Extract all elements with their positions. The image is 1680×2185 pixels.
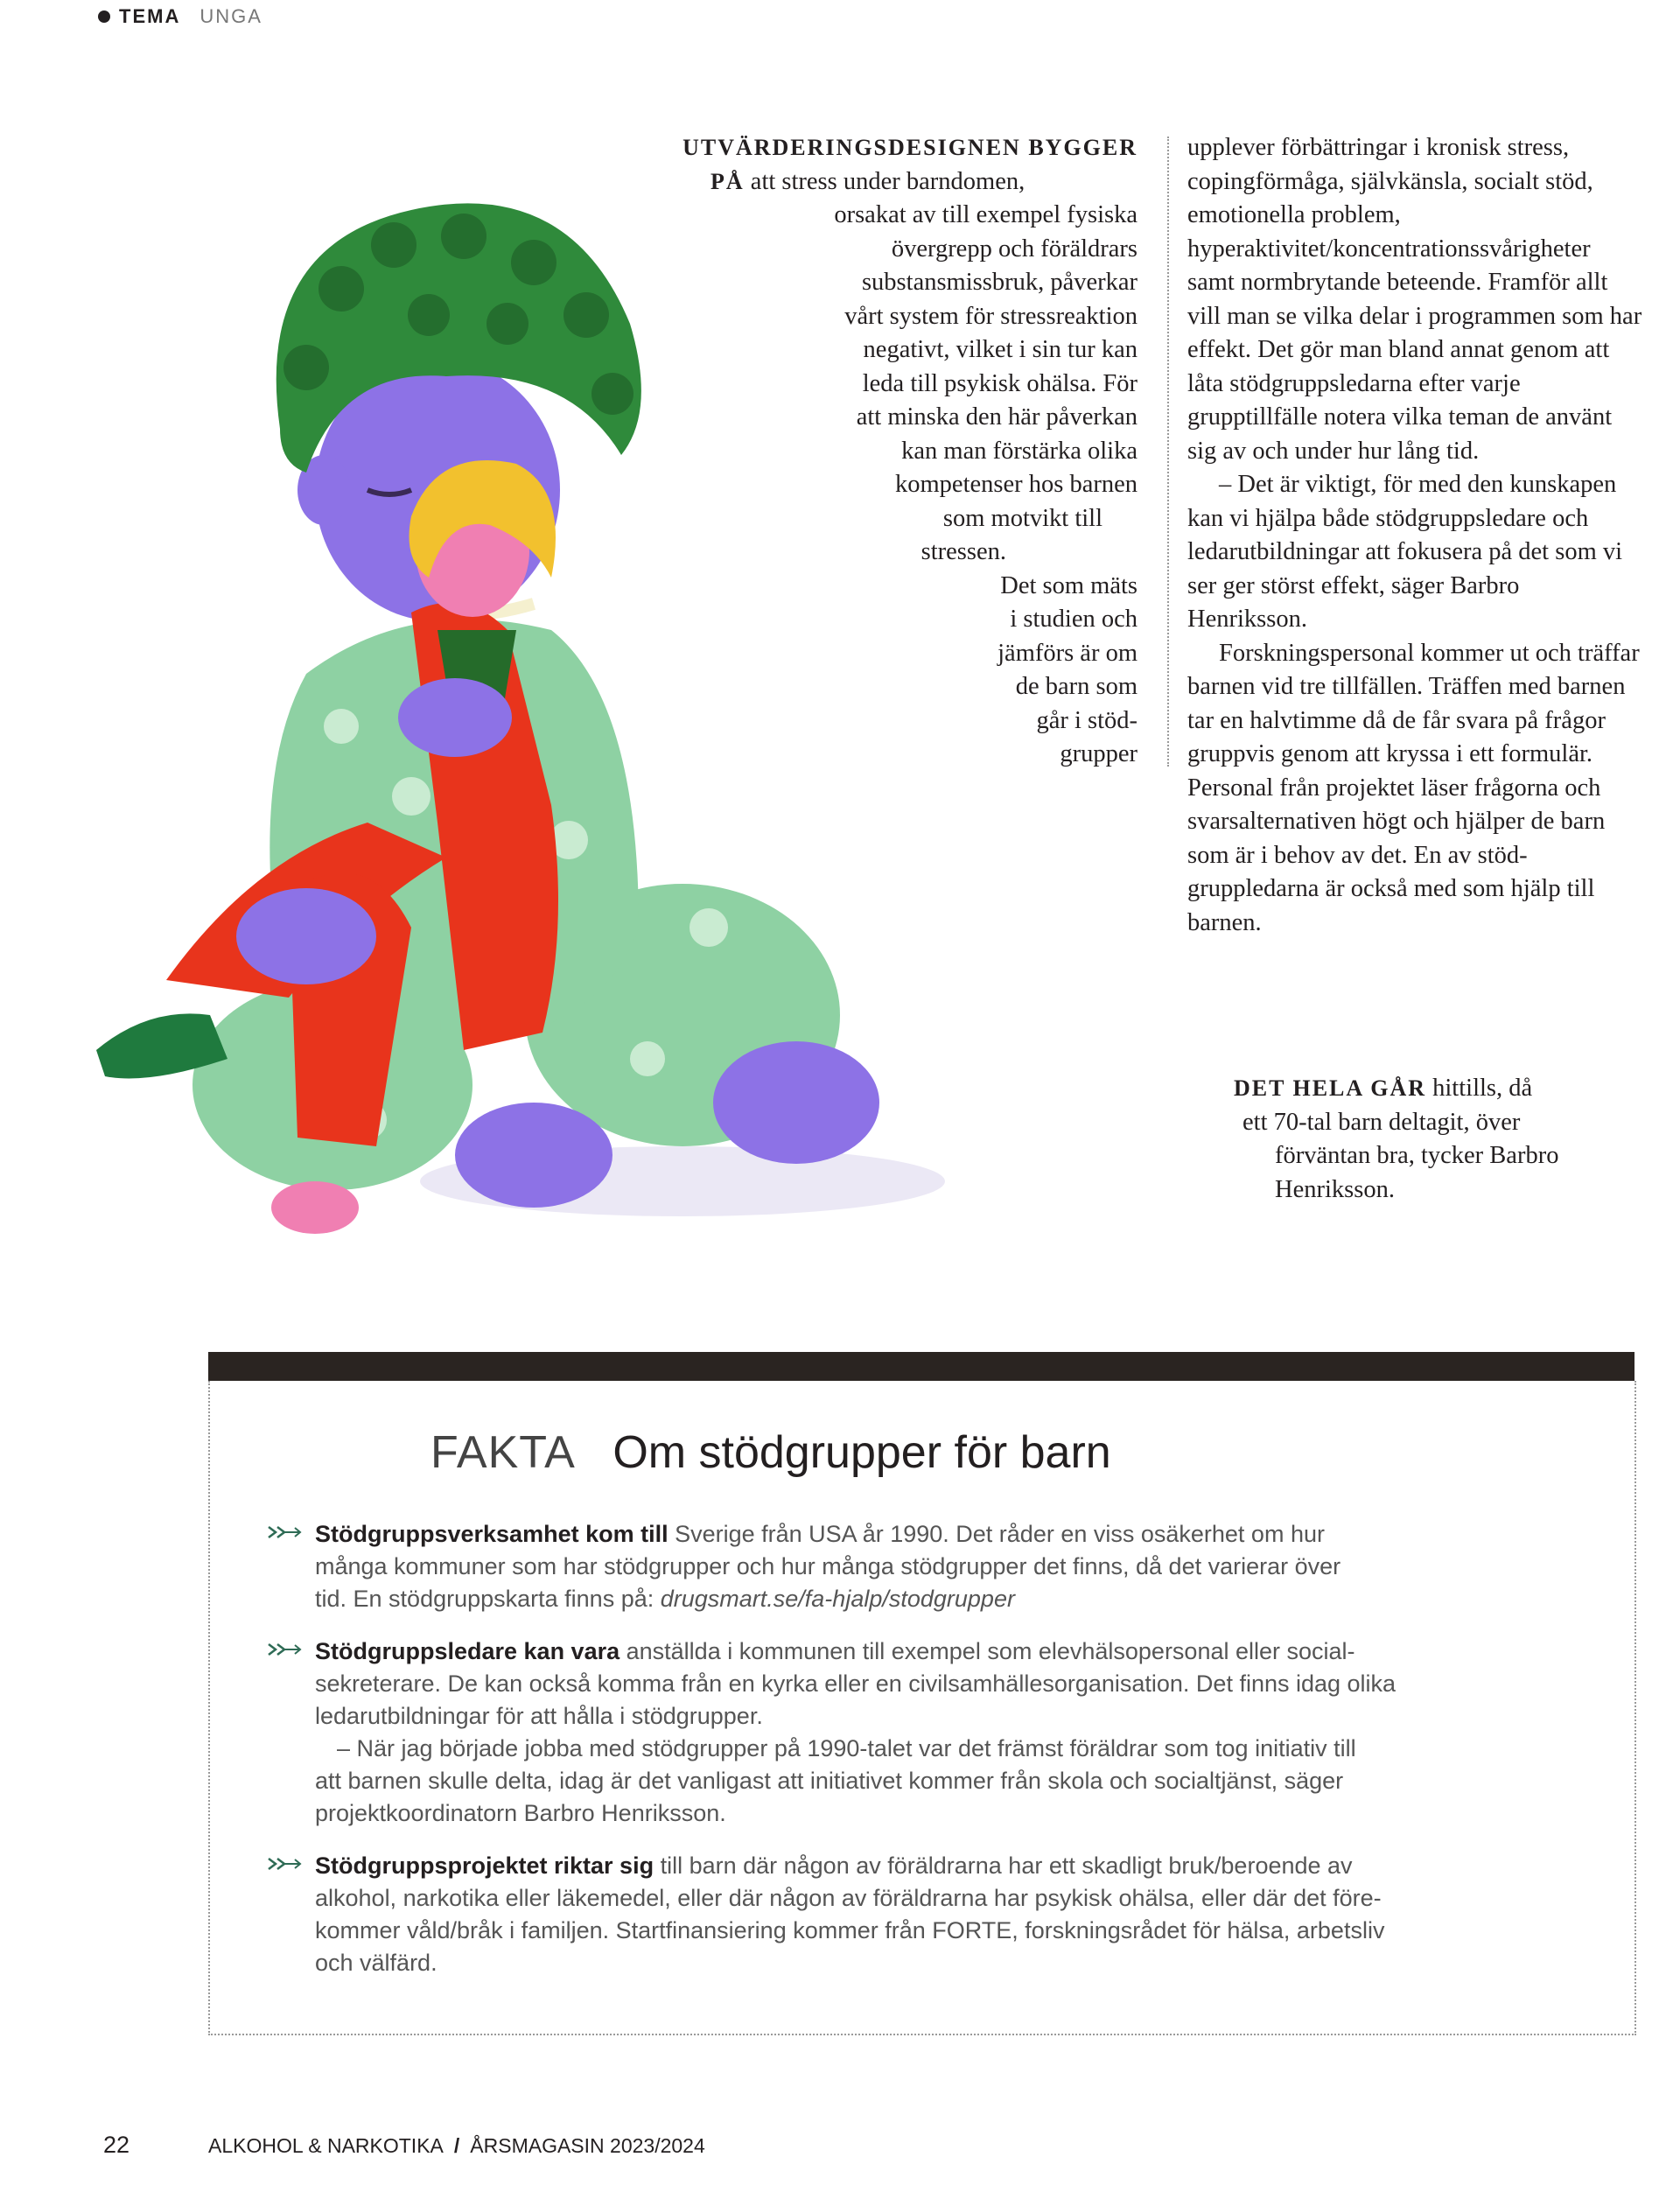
publication-name: ALKOHOL & NARKOTIKA — [208, 2134, 444, 2157]
fact-lead: Stödgruppsverksamhet kom till — [315, 1521, 668, 1547]
arrow-icon — [267, 1855, 302, 1873]
fact-item: Stödgruppsprojektet riktar sig till barn där någon av föräldrarna har ett skadligt bruk/beroende av alkohol, narkotika eller läkemedel, eller där någon av föräldrarna har psykisk ohälsa, eller där det före- kommer våld/bråk i familjen. Startfinansiering kommer från FORTE, forskningsrådet för hälsa, arbetsliv och välfärd. — [267, 1850, 1527, 1979]
section-label: UNGA — [200, 5, 262, 27]
fact-heading: Om stödgrupper för barn — [612, 1427, 1111, 1478]
text-line: de barn som — [1015, 673, 1138, 700]
quote-line: att barnen skulle delta, idag är det vanligast att initiativet kommer från skola och socialtjänst, säger — [315, 1768, 1344, 1794]
text-line: kompetenser hos barnen — [895, 471, 1138, 498]
paragraph: upplever förbättringar i kronisk stress, copingförmåga, självkänsla, socialt stöd, emotionella problem, hyperaktivitet/koncentrationssvårigheter samt normbrytande beteende. Framför allt vill man se vilka delar i programmen som har effekt. Det gör man bland annat genom att låta stödgruppsledarna efter varje grupptillfälle notera vilka teman de använt sig av och under hur lång tid. — [1187, 134, 1642, 465]
text-line: förväntan bra, tycker Barbro — [1275, 1142, 1559, 1169]
text-line: ett 70-tal barn deltagit, över — [1242, 1108, 1521, 1136]
text-line: i studien och — [1010, 606, 1138, 633]
arrow-icon — [267, 1523, 302, 1541]
text-line: orsakat av till exempel fysiska — [834, 201, 1138, 228]
text-line: grupper — [1060, 740, 1138, 767]
fact-box-bar — [208, 1352, 1634, 1381]
text-line: Henriksson. — [1275, 1175, 1395, 1203]
arrow-icon — [267, 1641, 302, 1658]
quote-line: projektkoordinatorn Barbro Henriksson. — [315, 1800, 726, 1826]
paragraph: Forskningspersonal kommer ut och träffar barnen vid tre tillfällen. Träffen med barnen tar en halvtimme då de får svara på frågor gruppvis genom att kryssa i ett formulär. Personal från projektet läser frågorna och svarsalternativen högt och hjälper de barn som är i behov av det. En av stödgruppledarna är också med som hjälp till barnen. — [1187, 639, 1640, 936]
text-line: substansmissbruk, påverkar — [861, 269, 1138, 296]
text-line: stressen. — [920, 538, 1006, 565]
article-closing — [1234, 1072, 1645, 1207]
quote-paragraph: – Det är viktigt, för med den kunskapen kan vi hjälpa både stödgruppsledare och ledarutbildningar att fokusera på det som vi ser ger störst effekt, säger Barbro Henriksson. — [1187, 471, 1623, 633]
text-line: många kommuner som har stödgrupper och hur många stödgrupper det finns, då det varierar över — [315, 1553, 1341, 1579]
issue-name: ÅRSMAGASIN 2023/2024 — [470, 2134, 705, 2157]
text-line: alkohol, narkotika eller läkemedel, eller där någon av föräldrarna har psykisk ohälsa, eller där det före- — [315, 1885, 1382, 1911]
text-line: vårt system för stressreaktion — [844, 302, 1138, 330]
article-column-2 — [1187, 131, 1642, 940]
lead-in-2: PÅ — [710, 168, 745, 194]
page-header — [98, 5, 262, 28]
text-line: sekreterare. De kan också komma från en kyrka eller en civilsamhällesorganisation. Det finns idag olika — [315, 1670, 1396, 1697]
quote-line: – När jag började jobba med stödgrupper på 1990-talet var det främst föräldrar som tog initiativ till — [337, 1735, 1356, 1761]
text-line: negativt, vilket i sin tur kan — [863, 336, 1138, 363]
text-line: jämförs är om — [998, 639, 1138, 667]
page-number: 22 — [103, 2132, 130, 2158]
stodgrupper-link[interactable]: drugsmart.se/fa-hjalp/stodgrupper — [660, 1586, 1015, 1612]
fact-item: Stödgruppsverksamhet kom till Sverige från USA år 1990. Det råder en viss osäkerhet om hur många kommuner som har stödgrupper och hur många stödgrupper det finns, då det varierar över tid. En stödgruppskarta finns på: drugsmart.se/fa-hjalp/stodgrupper — [267, 1518, 1527, 1615]
text-line: att minska den här påverkan — [856, 403, 1138, 431]
article-column-1 — [525, 131, 1138, 772]
text-line: leda till psykisk ohälsa. För — [862, 369, 1138, 397]
lead-line — [525, 131, 1138, 165]
text-line: och välfärd. — [315, 1950, 438, 1976]
text-line: övergrepp och föräldrars — [891, 235, 1138, 263]
text-line: ledarutbildningar för att hålla i stödgrupper. — [315, 1703, 763, 1729]
lead-in-3: DET HELA GÅR — [1234, 1075, 1427, 1101]
fact-lead: Stödgruppsprojektet riktar sig — [315, 1852, 654, 1879]
text-line: Det som mäts — [1000, 571, 1138, 599]
fact-list — [267, 1518, 1527, 1999]
text-line: PÅ att stress under barndomen, — [710, 167, 1026, 195]
fact-lead: Stödgruppsledare kan vara — [315, 1638, 620, 1664]
text-line: kan man förstärka olika — [901, 437, 1138, 465]
text-line: DET HELA GÅR hittills, då — [1234, 1075, 1533, 1102]
theme-label: TEMA — [119, 5, 181, 27]
fact-item: Stödgruppsledare kan vara anställda i kommunen till exempel som elevhälsopersonal eller social- sekreterare. De kan också komma från en kyrka eller en civilsamhällesorganisation. Det finns idag olika ledarutbildningar för att hålla i stödgrupper. – När jag började jobba med stödgrupper på 1990-talet var det främst föräldrar som tog initiativ till att barnen skulle delta, idag är det vanligast att initiativet kommer från skola och socialtjänst, säger projektkoordinatorn Barbro Henriksson. — [267, 1635, 1527, 1830]
text-line: kommer våld/bråk i familjen. Startfinansiering kommer från FORTE, forskningsrådet för hälsa, arbetsliv — [315, 1917, 1385, 1943]
page-footer — [103, 2132, 705, 2159]
footer-separator: / — [453, 2134, 460, 2157]
bullet-icon — [98, 11, 110, 23]
lead-in: UTVÄRDERINGSDESIGNEN BYGGER — [682, 135, 1138, 160]
column-divider — [1167, 137, 1169, 767]
text-line: går i stöd- — [1036, 706, 1138, 734]
fact-label: FAKTA — [430, 1427, 576, 1478]
fact-title — [430, 1426, 1111, 1479]
text-line: som motvikt till — [942, 504, 1102, 532]
